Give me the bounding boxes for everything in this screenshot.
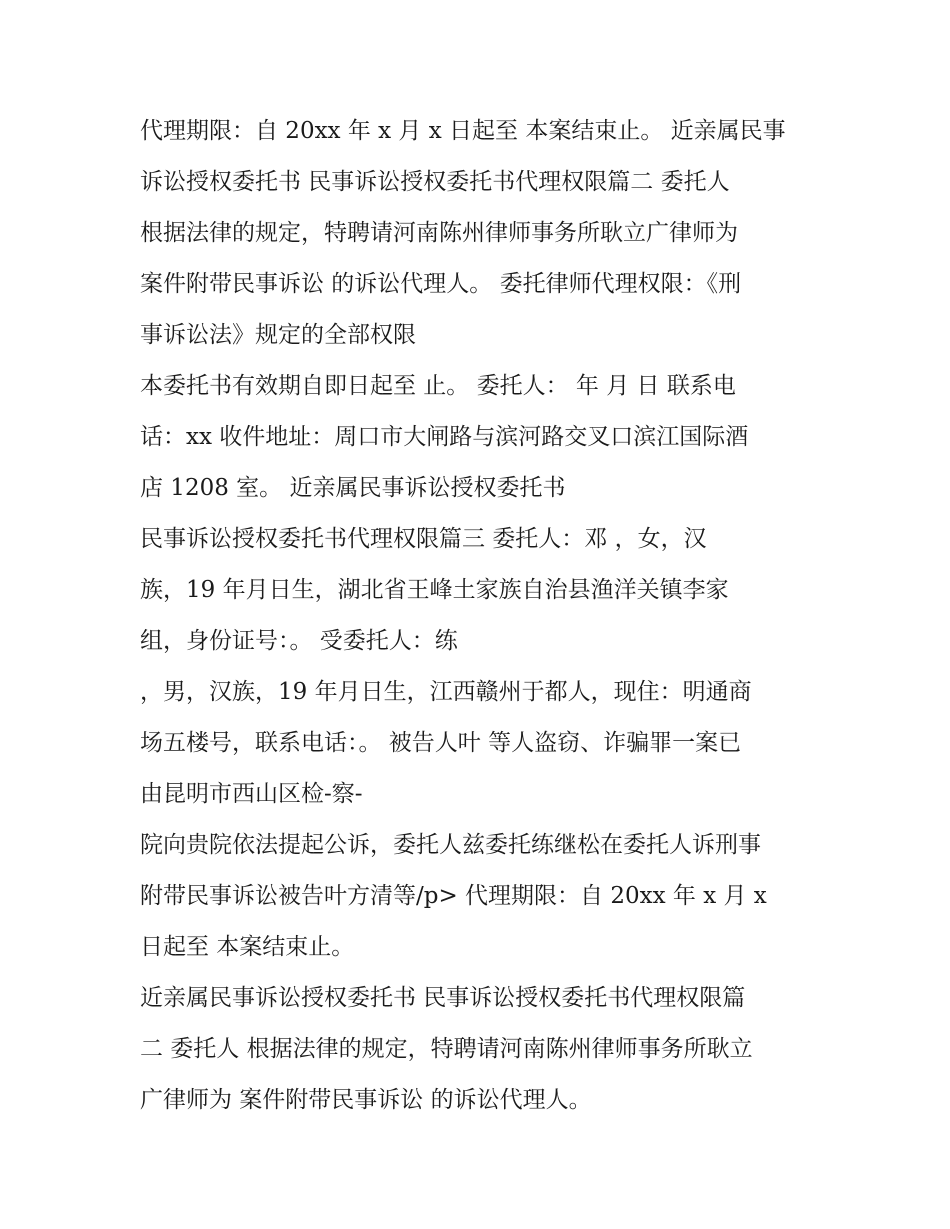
text-line: 院向贵院依法提起公诉，委托人兹委托练继松在委托人诉刑事 <box>140 832 761 858</box>
text-line: 诉讼授权委托书 民事诉讼授权委托书代理权限篇二 委托人 <box>140 169 730 195</box>
text-line: 话：xx 收件地址：周口市大闸路与滨河路交叉口滨江国际酒 <box>140 424 749 450</box>
text-line: 广律师为 案件附带民事诉讼 的诉讼代理人。 <box>140 1087 592 1113</box>
text-line: 民事诉讼授权委托书代理权限篇三 委托人：邓 ，女，汉 <box>140 526 707 552</box>
text-line: 近亲属民事诉讼授权委托书 民事诉讼授权委托书代理权限篇 <box>140 985 746 1011</box>
document-body <box>140 106 830 1126</box>
text-line: 二 委托人 根据法律的规定，特聘请河南陈州律师事务所耿立 <box>140 1036 753 1062</box>
text-line: 日起至 本案结束止。 <box>140 934 355 960</box>
text-line: 组，身份证号：。 受委托人：练 <box>140 628 458 654</box>
text-line: 族，19 年月日生，湖北省王峰土家族自治县渔洋关镇李家 <box>140 577 729 603</box>
text-line: 店 1208 室。 近亲属民事诉讼授权委托书 <box>140 475 566 501</box>
text-line: 案件附带民事诉讼 的诉讼代理人。 委托律师代理权限：《刑 <box>140 271 742 297</box>
text-line: 场五楼号，联系电话：。 被告人叶 等人盗窃、诈骗罪一案已 <box>140 730 742 756</box>
text-line: 事诉讼法》规定的全部权限 <box>140 322 416 348</box>
text-line: 附带民事诉讼被告叶方清等/p> 代理期限：自 20xx 年 x 月 x <box>140 883 767 909</box>
text-line: 根据法律的规定，特聘请河南陈州律师事务所耿立广律师为 <box>140 220 738 246</box>
text-line: 本委托书有效期自即日起至 止。 委托人： 年 月 日 联系电 <box>140 373 736 399</box>
text-line: ，男，汉族，19 年月日生，江西赣州于都人，现住：明通商 <box>140 679 752 705</box>
text-line: 代理期限：自 20xx 年 x 月 x 日起至 本案结束止。 近亲属民事 <box>140 118 786 144</box>
text-line: 由昆明市西山区检-察- <box>140 781 363 807</box>
